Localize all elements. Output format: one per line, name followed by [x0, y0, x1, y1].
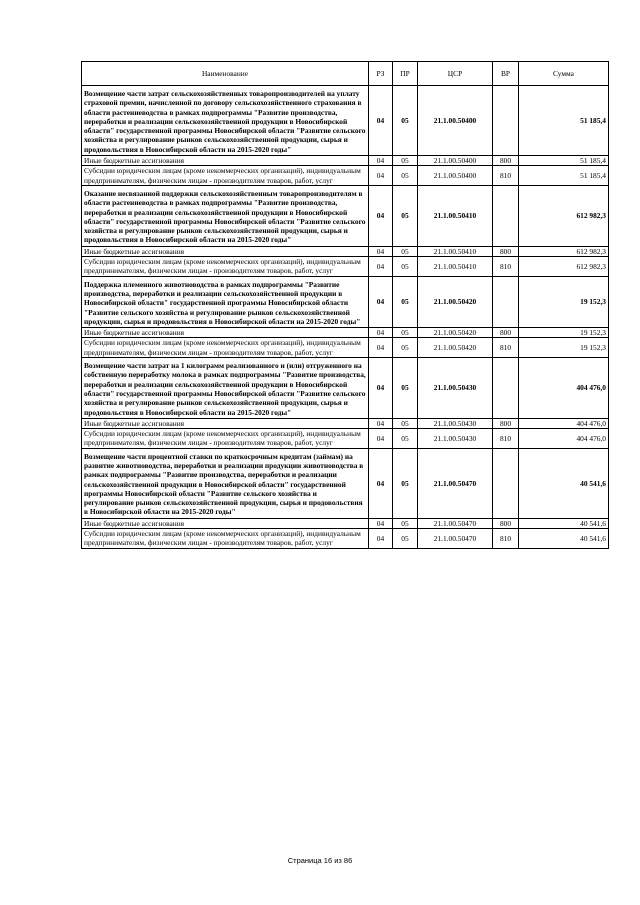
- row-name: Субсидии юридическим лицам (кроме некоммерческих организаций), индивидуальным предпринимателям, физическим лицам - производителям товаров, работ, услуг: [82, 166, 369, 186]
- table-row: [82, 257, 609, 277]
- row-pr: 05: [393, 86, 418, 156]
- table-row: [82, 448, 609, 518]
- row-rz: 04: [369, 448, 393, 518]
- row-name: Возмещение части затрат на 1 килограмм реализованного и (или) отгруженного на собственную переработку молока в рамках подпрограммы "Развитие производства, переработки и реализации сельскохозяйственной продукции в Новосибирской области" государственной программы Новосибирской области "Развитие сельского хозяйства и регулирование рынков сельскохозяйственной продукции, сырья и продовольствия в Новосибирской области на 2015-2020 годы": [82, 358, 369, 419]
- table-row: [82, 328, 609, 338]
- row-rz: 04: [369, 338, 393, 358]
- row-name: Иные бюджетные ассигнования: [82, 518, 369, 528]
- row-name: Оказание несвязанной поддержки сельскохозяйственным товаропроизводителям в области растениеводства в рамках подпрограммы "Развитие производства, переработки и реализации сельскохозяйственной продукции в Новосибирской области" государственной программы Новосибирской области "Развитие сельского хозяйства и регулирование рынков сельскохозяйственной продукции, сырья и продовольствия в Новосибирской области на 2015-2020 годы": [82, 185, 369, 246]
- table-row: [82, 338, 609, 358]
- table-row: [82, 276, 609, 327]
- row-vr: 810: [493, 429, 519, 449]
- row-sum: 612 982,3: [519, 257, 609, 277]
- row-rz: 04: [369, 156, 393, 166]
- row-vr: 800: [493, 328, 519, 338]
- row-name: Субсидии юридическим лицам (кроме некоммерческих организаций), индивидуальным предпринимателям, физическим лицам - производителям товаров, работ, услуг: [82, 257, 369, 277]
- row-pr: 05: [393, 166, 418, 186]
- row-pr: 05: [393, 185, 418, 246]
- row-pr: 05: [393, 448, 418, 518]
- row-rz: 04: [369, 418, 393, 428]
- row-name: Иные бюджетные ассигнования: [82, 328, 369, 338]
- table-row: [82, 358, 609, 419]
- row-csr: 21.1.00.50470: [418, 518, 493, 528]
- header-vr: ВР: [493, 62, 519, 86]
- row-pr: 05: [393, 246, 418, 256]
- row-sum: 404 476,0: [519, 418, 609, 428]
- row-pr: 05: [393, 418, 418, 428]
- row-csr: 21.1.00.50410: [418, 246, 493, 256]
- row-vr: 800: [493, 518, 519, 528]
- row-rz: 04: [369, 529, 393, 549]
- row-rz: 04: [369, 518, 393, 528]
- row-rz: 04: [369, 257, 393, 277]
- row-csr: 21.1.00.50400: [418, 156, 493, 166]
- table-row: [82, 246, 609, 256]
- header-sum: Сумма: [519, 62, 609, 86]
- row-pr: 05: [393, 156, 418, 166]
- row-vr: 810: [493, 529, 519, 549]
- table-header-row: [82, 62, 609, 86]
- row-sum: 19 152,3: [519, 328, 609, 338]
- row-pr: 05: [393, 518, 418, 528]
- row-rz: 04: [369, 86, 393, 156]
- row-vr: [493, 185, 519, 246]
- header-csr: ЦСР: [418, 62, 493, 86]
- header-pr: ПР: [393, 62, 418, 86]
- row-name: Иные бюджетные ассигнования: [82, 246, 369, 256]
- row-csr: 21.1.00.50410: [418, 257, 493, 277]
- row-name: Субсидии юридическим лицам (кроме некоммерческих организаций), индивидуальным предпринимателям, физическим лицам - производителям товаров, работ, услуг: [82, 429, 369, 449]
- row-csr: 21.1.00.50420: [418, 276, 493, 327]
- header-rz: РЗ: [369, 62, 393, 86]
- row-sum: 404 476,0: [519, 429, 609, 449]
- row-csr: 21.1.00.50470: [418, 448, 493, 518]
- row-rz: 04: [369, 429, 393, 449]
- row-pr: 05: [393, 429, 418, 449]
- row-sum: 51 185,4: [519, 156, 609, 166]
- row-pr: 05: [393, 529, 418, 549]
- row-sum: 51 185,4: [519, 86, 609, 156]
- row-pr: 05: [393, 358, 418, 419]
- row-vr: 800: [493, 246, 519, 256]
- table-row: [82, 518, 609, 528]
- row-rz: 04: [369, 185, 393, 246]
- table-row: [82, 166, 609, 186]
- row-name: Возмещение части процентной ставки по краткосрочным кредитам (займам) на развитие животноводства, переработки и реализации продукции животноводства в рамках подпрограммы "Развитие производства, переработки и реализации сельскохозяйственной продукции в Новосибирской области" государственной программы Новосибирской области "Развитие сельского хозяйства и регулирование рынков сельскохозяйственной продукции, сырья и продовольствия в Новосибирской области на 2015-2020 годы": [82, 448, 369, 518]
- row-sum: 40 541,6: [519, 529, 609, 549]
- table-row: [82, 529, 609, 549]
- row-sum: 40 541,6: [519, 448, 609, 518]
- header-name: Наименование: [82, 62, 369, 86]
- table-row: [82, 185, 609, 246]
- row-sum: 404 476,0: [519, 358, 609, 419]
- table-row: [82, 418, 609, 428]
- row-pr: 05: [393, 257, 418, 277]
- row-csr: 21.1.00.50410: [418, 185, 493, 246]
- row-vr: 800: [493, 156, 519, 166]
- row-vr: 810: [493, 257, 519, 277]
- row-rz: 04: [369, 246, 393, 256]
- row-name: Поддержка племенного животноводства в рамках подпрограммы "Развитие производства, переработки и реализации сельскохозяйственной продукции в Новосибирской области" государственной программы Новосибирской области "Развитие сельского хозяйства и регулирование рынков сельскохозяйственной продукции, сырья и продовольствия в Новосибирской области на 2015-2020 годы": [82, 276, 369, 327]
- row-rz: 04: [369, 276, 393, 327]
- row-vr: [493, 86, 519, 156]
- row-sum: 40 541,6: [519, 518, 609, 528]
- table-row: [82, 156, 609, 166]
- row-sum: 51 185,4: [519, 166, 609, 186]
- table-body: [82, 86, 609, 549]
- row-vr: 800: [493, 418, 519, 428]
- row-csr: 21.1.00.50430: [418, 358, 493, 419]
- row-name: Иные бюджетные ассигнования: [82, 418, 369, 428]
- row-csr: 21.1.00.50430: [418, 429, 493, 449]
- row-rz: 04: [369, 328, 393, 338]
- table-row: [82, 429, 609, 449]
- row-csr: 21.1.00.50400: [418, 166, 493, 186]
- row-rz: 04: [369, 166, 393, 186]
- row-sum: 19 152,3: [519, 276, 609, 327]
- row-csr: 21.1.00.50430: [418, 418, 493, 428]
- row-vr: [493, 358, 519, 419]
- row-vr: [493, 276, 519, 327]
- row-vr: [493, 448, 519, 518]
- row-name: Возмещение части затрат сельскохозяйственных товаропроизводителей на уплату страховой премии, начисленной по договору сельскохозяйственного страхования в области растениеводства в рамках подпрограммы "Развитие производства, переработки и реализации сельскохозяйственной продукции в Новосибирской области" государственной программы Новосибирской области "Развитие сельского хозяйства и регулирование рынков сельскохозяйственной продукции, сырья и продовольствия в Новосибирской области на 2015-2020 годы": [82, 86, 369, 156]
- row-pr: 05: [393, 276, 418, 327]
- row-csr: 21.1.00.50400: [418, 86, 493, 156]
- row-vr: 810: [493, 338, 519, 358]
- budget-table: [81, 61, 609, 549]
- row-name: Субсидии юридическим лицам (кроме некоммерческих организаций), индивидуальным предпринимателям, физическим лицам - производителям товаров, работ, услуг: [82, 338, 369, 358]
- row-pr: 05: [393, 338, 418, 358]
- page-number: Страница 16 из 86: [287, 856, 353, 865]
- row-name: Субсидии юридическим лицам (кроме некоммерческих организаций), индивидуальным предпринимателям, физическим лицам - производителям товаров, работ, услуг: [82, 529, 369, 549]
- row-pr: 05: [393, 328, 418, 338]
- row-sum: 612 982,3: [519, 246, 609, 256]
- row-vr: 810: [493, 166, 519, 186]
- row-name: Иные бюджетные ассигнования: [82, 156, 369, 166]
- row-csr: 21.1.00.50420: [418, 328, 493, 338]
- row-csr: 21.1.00.50420: [418, 338, 493, 358]
- row-sum: 19 152,3: [519, 338, 609, 358]
- row-sum: 612 982,3: [519, 185, 609, 246]
- table-row: [82, 86, 609, 156]
- row-rz: 04: [369, 358, 393, 419]
- row-csr: 21.1.00.50470: [418, 529, 493, 549]
